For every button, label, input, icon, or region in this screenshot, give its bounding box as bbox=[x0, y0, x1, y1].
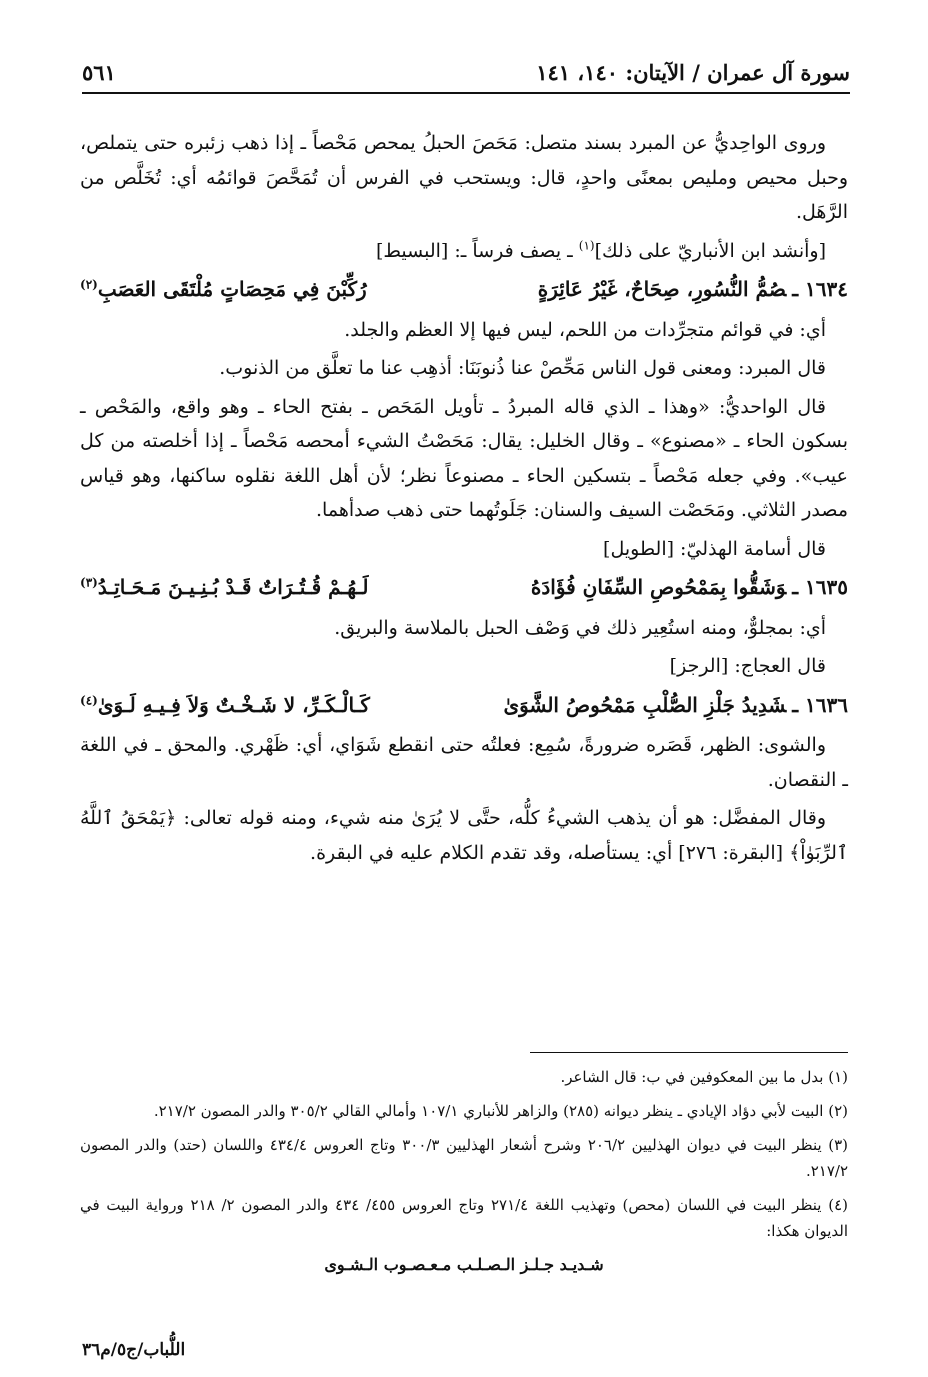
paragraph: قال الواحديُّ: «وهذا ـ الذي قاله المبردُ ـ تأويل المَحَص ـ بفتح الحاء ـ وهو واقع، والمَحْص ـ بسكون الحاء ـ «مصنوع» ـ وقال الخليل: يقال: مَحَصْتُ الشيء أمحصه مَحْصاً ـ إذا أخلصته من كل عيب». وفي جعله مَحْصاً ـ بتسكين الحاء ـ مصنوعاً نظر؛ لأن أهل اللغة نقلوه ساكنها، وهو قياس مصدر الثلاثي. ومَحَصْت السيف والسنان: جَلَوتُهما حتى ذهب صدأهما. bbox=[80, 395, 848, 521]
verse-1636 bbox=[80, 688, 848, 723]
paragraph-text: [وأنشد ابن الأنباريّ على ذلك] bbox=[594, 239, 826, 262]
footnote-ref: (٣) bbox=[80, 575, 98, 590]
header-title: سورة آل عمران / الآيتان: ١٤٠، ١٤١ bbox=[536, 60, 850, 85]
page-number: ٥٦١ bbox=[82, 60, 116, 85]
paragraph bbox=[80, 234, 848, 269]
verse-1634 bbox=[80, 272, 848, 307]
footnote-ref: (٢) bbox=[80, 277, 98, 292]
verse-hemistich-second bbox=[80, 688, 370, 723]
paragraph: أي: في قوائم متجرِّدات من اللحم، ليس فيها إلا العظم والجلد. bbox=[344, 318, 826, 341]
paragraph: والشوى: الظهر، قَصَره ضرورةً، سُمِع: فعلتُه حتى انقطع شَوَاي، أي: ظَهْري. والمحق ـ في اللغة ـ النقصان. bbox=[80, 734, 848, 791]
main-text bbox=[80, 126, 848, 874]
verse-text: صُمُّ النُّسُورِ، صِحَاحٌ، غَيْرُ عَائِرَةٍ bbox=[537, 277, 787, 301]
running-header bbox=[82, 56, 850, 94]
verse-hemistich-first bbox=[503, 688, 848, 723]
printer-signature: اللُّباب/ج٥/م٣٦ bbox=[82, 1340, 186, 1360]
footnote-2: (٢) البيت لأبي دؤاد الإيادي ـ ينظر ديوانه (٢٨٥) والزاهر للأنباري ١٠٧/١ وأمالي القالي ٣٠٥/٢ والدر المصون ٢١٧/٢. bbox=[153, 1102, 848, 1120]
paragraph-text: ـ يصف فرساً ـ: [البسيط] bbox=[375, 239, 579, 262]
verse-hemistich-first bbox=[531, 570, 848, 605]
verse-text: كَـالْـكَـرِّ، لا شَـخْـتٌ وَلاَ فِـيـهِ لَـوَىٰ bbox=[97, 692, 370, 717]
footnote-1: (١) بدل ما بين المعكوفين في ب: قال الشاعر. bbox=[560, 1068, 848, 1086]
paragraph: وقال المفضَّل: هو أن يذهب الشيءُ كلُّه، حتَّى لا يُرَىٰ منه شيء، ومنه قوله تعالى: ﴿يَمْحَقُ ٱللَّهُ ٱلرِّبَوٰاْ﴾ [البقرة: ٢٧٦] أي: يستأصله، وقد تقدم الكلام عليه في البقرة. bbox=[80, 807, 848, 864]
verse-text: رُكِّبْنَ فِي مَحِصَاتٍ مُلْتَقَى العَصَبِ bbox=[97, 277, 367, 301]
verse-hemistich-second bbox=[80, 570, 368, 605]
verse-text: وَشَقُّوا بِمَمْحُوصِ السِّفَانِ فُؤَادَهُ bbox=[530, 575, 787, 599]
footnote-ref: (٤) bbox=[80, 692, 98, 707]
verse-number: ١٦٣٥ ـ bbox=[792, 575, 848, 599]
paragraph: قال أسامة الهذليّ: [الطويل] bbox=[603, 537, 826, 560]
footnote-ref: (١) bbox=[578, 238, 595, 253]
paragraph: قال العجاج: [الرجز] bbox=[669, 655, 826, 677]
footnote-3: (٣) ينظر البيت في ديوان الهذليين ٢٠٦/٢ وشرح أشعار الهذليين ٣٠٠/٣ وتاج العروس ٤٣٤/٤ واللسان (حتد) والدر المصون ٢١٧/٢. bbox=[80, 1136, 848, 1180]
paragraph: أي: بمجلوٌّ، ومنه استُعِير ذلك في وَصْف الحبل بالملاسة والبريق. bbox=[334, 616, 826, 639]
verse-number: ١٦٣٦ ـ bbox=[792, 692, 848, 717]
verse-hemistich-second bbox=[80, 272, 367, 307]
verse-hemistich-first bbox=[538, 272, 848, 307]
paragraph: قال المبرد: ومعنى قول الناس مَحِّصْ عنا ذُنوبَنَا: أذهِب عنا ما تعلَّق من الذنوب. bbox=[219, 357, 826, 379]
verse-number: ١٦٣٤ ـ bbox=[792, 277, 848, 301]
verse-text: لَـهُـمْ قُـتُـرَاتٌ قَـدْ بُـنِـيـنَ مَـحَـاتِـدُ bbox=[97, 575, 369, 599]
verse-1635 bbox=[80, 570, 848, 605]
footnote-4: (٤) ينظر البيت في اللسان (محص) وتهذيب اللغة ٢٧١/٤ وتاج العروس ٤٥٥/ ٤٣٤ والدر المصون ٢/ ٢١٨ ورواية البيت في الديوان هكذا: bbox=[80, 1196, 848, 1240]
footnote-separator bbox=[530, 1052, 848, 1053]
paragraph: وروى الواحِديُّ عن المبرد بسند متصل: مَحَصَ الحبلُ يمحص مَحْصاً ـ إذا ذهب زئبره حتى يتملص، وحبل محيص ومليص بمعنًى واحدٍ، قال: ويستحب في الفرس أن تُمَحَّصَ قوائمُه أي: تُخَلَّص من الرَّهَل. bbox=[80, 132, 848, 223]
verse-text: شَدِيدُ جَلْزِ الصُّلْبِ مَمْحُوصُ الشَّوَىٰ bbox=[503, 692, 787, 717]
footnote-4-verse: شـديـد جـلـز الـصـلـب مـعـصـوب الـشـوى bbox=[324, 1255, 604, 1274]
footnotes bbox=[80, 1064, 848, 1286]
